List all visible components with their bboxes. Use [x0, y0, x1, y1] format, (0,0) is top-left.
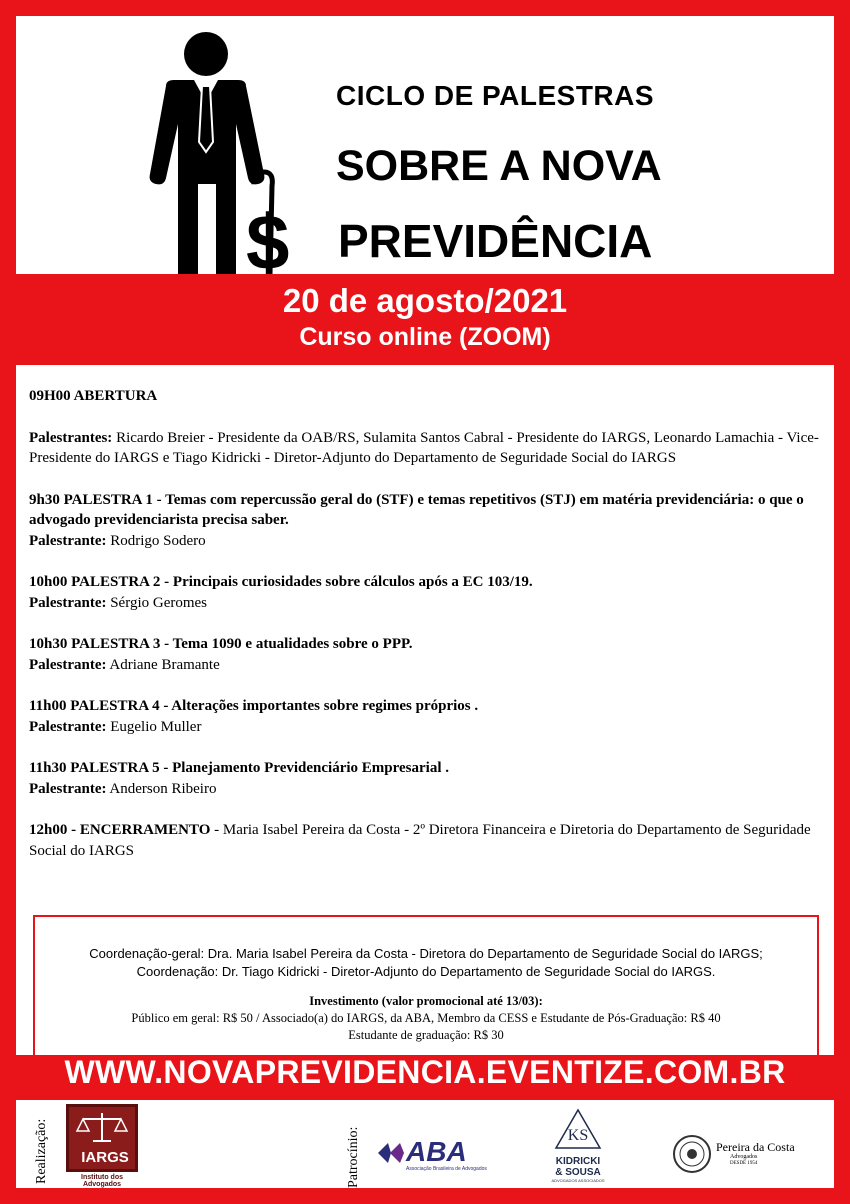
kidricki-line-2: & SOUSA: [555, 1167, 601, 1178]
kidricki-line-1: KIDRICKI: [555, 1156, 601, 1167]
iargs-name: IARGS: [81, 1149, 129, 1166]
businessman-with-cane-dollar-icon: [136, 24, 306, 274]
coordination: Coordenação: Dr. Tiago Kidricki - Diretor-Adjunto do Departamento de Seguridade Social do IARGS.: [136, 964, 716, 979]
aba-logo: [376, 1136, 486, 1172]
talk-title: 9h30 PALESTRA 1 - Temas com repercussão geral do (STF) e temas repetitivos (STJ) em matéria previdenciária: o que o advogado previdenciarista precisa saber.: [29, 491, 804, 528]
investment-line-1: Público em geral: R$ 50 / Associado(a) do IARGS, da ABA, Membro da CESS e Estudante de Pós-Graduação: R$ 40: [131, 1011, 721, 1025]
svg-text:KS: KS: [567, 1127, 589, 1144]
svg-text:$: $: [246, 198, 290, 274]
scales-icon: [69, 1107, 135, 1147]
talk-item: [29, 758, 819, 799]
talk-speaker: Anderson Ribeiro: [106, 780, 217, 797]
closing-item: [29, 820, 819, 861]
talk-speaker-label: Palestrante:: [29, 780, 107, 797]
event-date: 20 de agosto/2021: [282, 282, 568, 319]
talk-title: 11h00 PALESTRA 4 - Alterações importantes sobre regimes próprios .: [29, 698, 479, 714]
talk-title: 11h30 PALESTRA 5 - Planejamento Previdenciário Empresarial .: [29, 760, 449, 776]
ks-emblem-icon: [548, 1108, 608, 1154]
opening-item: [29, 386, 819, 407]
seal-icon: [672, 1134, 712, 1174]
pdc-since: DESDE 1954: [730, 1161, 758, 1166]
header-panel: [16, 16, 834, 274]
investment-line-2: Estudante de graduação: R$ 30: [348, 1028, 504, 1042]
coordination-general: Coordenação-geral: Dra. Maria Isabel Pereira da Costa - Diretora do Departamento de Seguridade Social do IARGS;: [89, 946, 763, 961]
pdc-name: Pereira da Costa: [716, 1140, 795, 1154]
talk-speaker-label: Palestrante:: [29, 656, 107, 673]
talk-item: [29, 634, 819, 675]
talk-title: 10h30 PALESTRA 3 - Tema 1090 e atualidades sobre o PPP.: [29, 636, 413, 652]
program-panel: [16, 365, 834, 1055]
talk-speaker-label: Palestrante:: [29, 718, 107, 735]
website-link[interactable]: WWW.NOVAPREVIDENCIA.EVENTIZE.COM.BR: [64, 1054, 786, 1090]
aba-name: ABA: [406, 1136, 467, 1167]
realizacao-label: Realização:: [34, 1118, 49, 1184]
aba-emblem-icon: [376, 1138, 406, 1168]
info-frame: [33, 915, 819, 1055]
talk-item: [29, 490, 819, 552]
kidricki-subtitle: ADVOGADOS ASSOCIADOS: [551, 1178, 605, 1183]
speakers-label: Palestrantes:: [29, 429, 113, 446]
iargs-logo-box: [66, 1104, 138, 1172]
talk-speaker: Eugelio Muller: [106, 718, 202, 735]
pereira-da-costa-logo: [672, 1134, 802, 1180]
investment-heading: Investimento (valor promocional até 13/03):: [309, 994, 543, 1008]
title-line-2: SOBRE A NOVA: [336, 142, 662, 190]
aba-subtitle: Associação Brasileira de Advogados: [406, 1166, 487, 1172]
closing-text: - Maria Isabel Pereira da Costa - 2º Diretora Financeira e Diretoria do Departamento de Seguridade Social do IARGS: [29, 822, 811, 859]
talk-item: [29, 572, 819, 613]
kidricki-logo: [548, 1108, 608, 1188]
talk-speaker-label: Palestrante:: [29, 594, 107, 611]
event-mode: Curso online (ZOOM): [299, 323, 551, 351]
opening-speakers: [29, 428, 819, 469]
talk-speaker: Rodrigo Sodero: [106, 532, 206, 549]
title-line-3: PREVIDÊNCIA: [338, 215, 653, 267]
closing-label: 12h00 - ENCERRAMENTO: [29, 822, 211, 838]
title-line-1: CICLO DE PALESTRAS: [336, 80, 655, 111]
talk-item: [29, 696, 819, 737]
coordination-block: [35, 945, 817, 981]
talk-title: 10h00 PALESTRA 2 - Principais curiosidades sobre cálculos após a EC 103/19.: [29, 574, 533, 590]
investment-block: [35, 993, 817, 1044]
pdc-subtitle: Advogados: [730, 1154, 758, 1160]
iargs-subtitle: Instituto dos Advogados: [81, 1174, 123, 1188]
iargs-logo: [66, 1104, 138, 1188]
talk-speaker: Adriane Bramante: [106, 656, 220, 673]
patrocinio-label: Patrocínio:: [346, 1126, 361, 1188]
talk-speaker: Sérgio Geromes: [106, 594, 208, 611]
sponsor-bar: [16, 1100, 834, 1188]
program-schedule: [29, 386, 819, 882]
speakers-text: Ricardo Breier - Presidente da OAB/RS, Sulamita Santos Cabral - Presidente do IARGS, Leonardo Lamachia - Vice-Presidente do IARGS e Tiago Kidricki - Diretor-Adjunto do Departamento de Seguridade Social do IARGS: [29, 429, 819, 466]
kidricki-name: [548, 1156, 608, 1183]
talk-speaker-label: Palestrante:: [29, 532, 107, 549]
opening-title: 09H00 ABERTURA: [29, 388, 158, 404]
